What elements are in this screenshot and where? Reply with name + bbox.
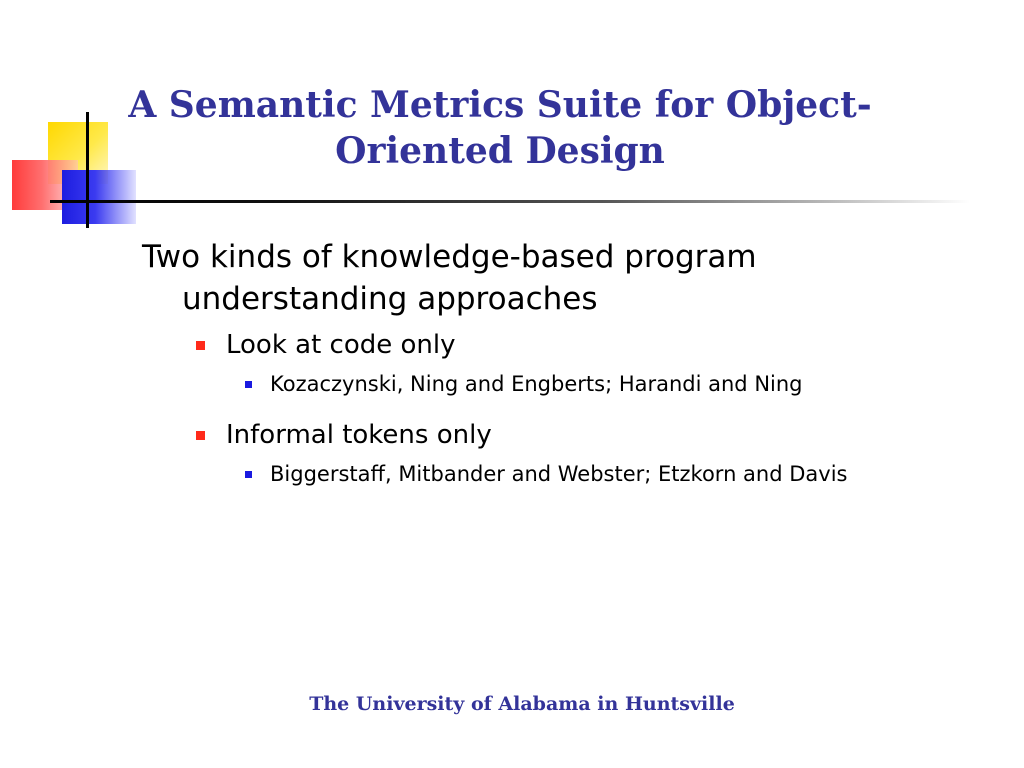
sub-bullet-text: Informal tokens only [226, 420, 492, 450]
title-underline-rule [50, 200, 970, 203]
square-bullet-icon [196, 431, 205, 440]
square-bullet-icon [245, 471, 252, 478]
sub-sub-bullet-text: Biggerstaff, Mitbander and Webster; Etzkorn and Davis [270, 462, 848, 486]
sub-sub-bullet-item [270, 460, 982, 488]
sub-bullet-text: Look at code only [226, 330, 456, 360]
slide-content [142, 236, 982, 508]
square-bullet-icon [196, 341, 205, 350]
sub-bullet-item [226, 418, 982, 452]
main-bullet-text: Two kinds of knowledge-based program understanding approaches [142, 239, 757, 317]
slide-footer: The University of Alabama in Huntsville [309, 693, 735, 715]
sub-bullet-item [226, 328, 982, 362]
sub-sub-bullet-item [270, 370, 982, 398]
vertical-line-decoration [86, 112, 89, 228]
blue-square-decoration [62, 170, 136, 224]
sub-sub-bullet-text: Kozaczynski, Ning and Engberts; Harandi and Ning [270, 372, 803, 396]
slide-title: A Semantic Metrics Suite for Object-Oriented Design [128, 84, 872, 172]
square-bullet-icon [245, 381, 252, 388]
